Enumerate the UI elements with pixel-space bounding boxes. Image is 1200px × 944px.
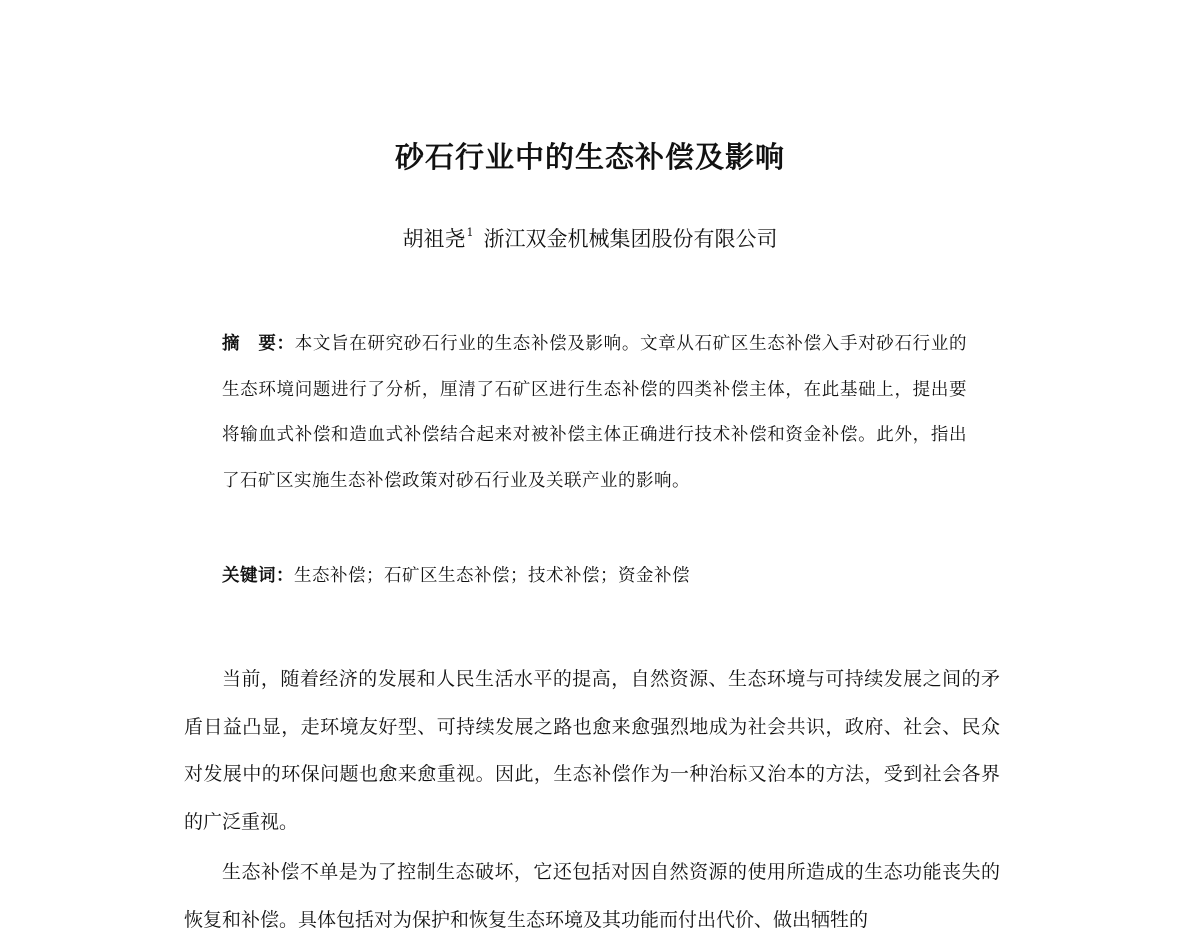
keywords <box>222 559 967 593</box>
keywords-text: 生态补偿；石矿区生态补偿；技术补偿；资金补偿 <box>294 566 690 586</box>
author-affiliation-marker: 1 <box>466 226 474 239</box>
body-paragraph: 当前，随着经济的发展和人民生活水平的提高，自然资源、生态环境与可持续发展之间的矛盾日益凸显，走环境友好型、可持续发展之路也愈来愈强烈地成为社会共识，政府、社会、民众对发展中的环保问题也愈来愈重视。因此，生态补偿作为一种治标又治本的方法，受到社会各界的广泛重视。 <box>184 668 1000 833</box>
body-paragraph: 生态补偿不单是为了控制生态破坏，它还包括对因自然资源的使用所造成的生态功能丧失的恢复和补偿。具体包括对为保护和恢复生态环境及其功能而付出代价、做出牺牲的 <box>184 861 1000 931</box>
abstract-text: 本文旨在研究砂石行业的生态补偿及影响。文章从石矿区生态补偿入手对砂石行业的生态环境问题进行了分析，厘清了石矿区进行生态补偿的四类补偿主体，在此基础上，提出要将输血式补偿和造血式补偿结合起来对被补偿主体正确进行技术补偿和资金补偿。此外，指出了石矿区实施生态补偿政策对砂石行业及关联产业的影响。 <box>222 334 968 491</box>
paper-title: 砂石行业中的生态补偿及影响 <box>394 140 785 174</box>
body-text <box>184 656 1000 944</box>
author-affiliation: 浙江双金机械集团股份有限公司 <box>483 227 778 251</box>
byline <box>0 218 1180 254</box>
abstract-label: 摘 要： <box>222 334 295 354</box>
abstract <box>222 322 967 504</box>
author-name: 胡祖尧 <box>402 227 466 251</box>
keywords-label: 关键词： <box>222 566 294 586</box>
